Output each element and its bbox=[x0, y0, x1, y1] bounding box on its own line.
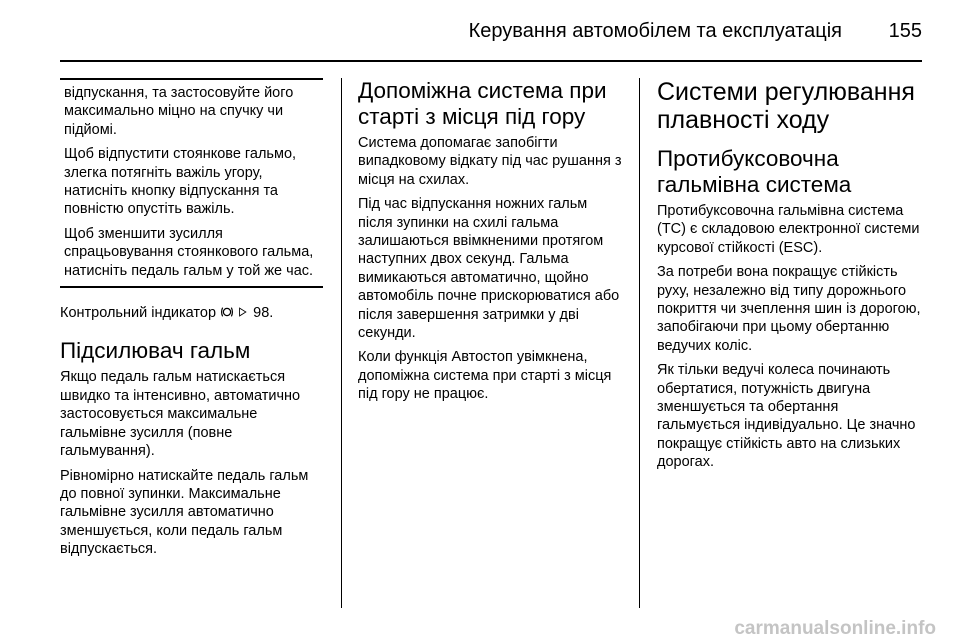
paragraph: Під час відпускання ножних гальм після зупинки на схилі гальма залишаються ввімкненими протягом наступних двох секунд. Гальма вимикаються автоматично, щойно автомобіль почне прискорюватися або після завершення затримки у дві секунди. bbox=[358, 196, 620, 342]
paragraph: Рівномірно натискайте педаль гальм до повної зупинки. Максимальне гальмівне зусилля автоматично зменшується, коли педаль гальм відпускається. bbox=[60, 467, 309, 558]
box-paragraph: Щоб зменшити зусилля спрацьовування стоянкового гальма, натисніть педаль гальм у той же час. bbox=[64, 225, 314, 279]
indicator-text: Контрольний індикатор bbox=[60, 305, 217, 322]
page-number: 155 bbox=[888, 20, 922, 42]
column-1 bbox=[60, 78, 323, 565]
sub-heading-traction-control: Протибуксовочна гальмівна система bbox=[657, 146, 852, 197]
box-paragraph: Щоб відпустити стоянкове гальмо, злегка потягніть важіль угору, натисніть кнопку відпускання та повністю опустіть важіль. bbox=[64, 146, 297, 218]
section-heading-hill-start-assist: Допоміжна система при старті з місця під гору bbox=[358, 78, 607, 129]
brake-warning-icon bbox=[220, 306, 234, 318]
column-2 bbox=[358, 78, 623, 410]
header-title: Керування автомобілем та експлуатація bbox=[468, 20, 842, 42]
paragraph: Як тільки ведучі колеса починають обертатися, потужність двигуна зменшується та обертання гальмується індивідуально. Це значно покращує стійкість авто на слизьких дорогах. bbox=[657, 362, 916, 471]
paragraph: Якщо педаль гальм натискається швидко та інтенсивно, автоматично застосовується максимальне гальмівне зусилля (повне гальмування). bbox=[60, 369, 301, 460]
indicator-page-ref[interactable]: 98. bbox=[253, 305, 274, 322]
paragraph: Коли функція Автостоп увімкнена, допоміжна система при старті з місця під гору не працює. bbox=[358, 349, 612, 403]
box-paragraph: відпускання, та застосовуйте його максимально міцно на спучку чи підйомі. bbox=[64, 85, 294, 138]
note-box bbox=[60, 78, 323, 288]
page-header bbox=[0, 0, 960, 62]
indicator-line bbox=[60, 304, 323, 322]
column-3 bbox=[657, 78, 922, 478]
header-rule bbox=[60, 60, 922, 62]
column-divider-1 bbox=[341, 78, 342, 608]
section-heading-brake-assist: Підсилювач гальм bbox=[60, 338, 251, 364]
column-divider-2 bbox=[639, 78, 640, 608]
paragraph: Система допомагає запобігти випадковому відкату під час рушання з місця на схилах. bbox=[358, 135, 622, 188]
paragraph: Протибуксовочна гальмівна система (ТС) є складовою електронної системи курсової стійкості (ESC). bbox=[657, 203, 920, 256]
paragraph: За потреби вона покращує стійкість руху, незалежно від типу дорожнього покриття чи зчеплення шин із дорогою, запобігаючи при цьому обертанню ведучих коліс. bbox=[657, 264, 921, 354]
page-reference-icon[interactable] bbox=[238, 306, 249, 318]
main-heading-ride-control: Системи регулювання плавності ходу bbox=[657, 78, 915, 134]
watermark: carmanualsonline.info bbox=[734, 618, 936, 639]
